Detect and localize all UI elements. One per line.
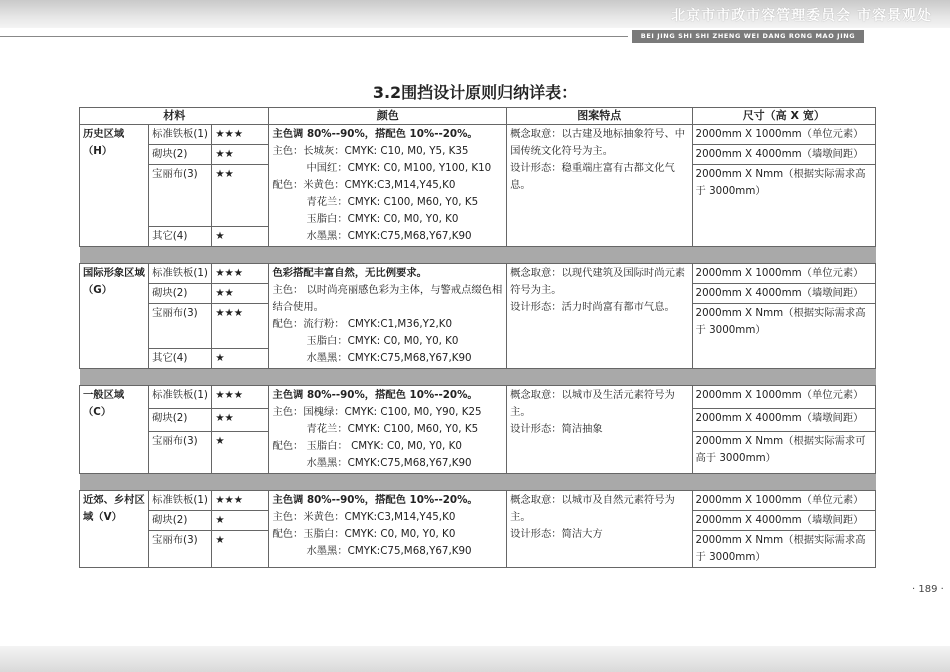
- footer-bar: [0, 646, 950, 672]
- material-name: 砌块(2): [149, 408, 212, 431]
- material-rating: ★: [212, 531, 269, 568]
- separator-band: [80, 369, 876, 386]
- table-row: [80, 386, 876, 409]
- pattern-line: 设计形态：稳重端庄富有古都文化气息。: [510, 162, 675, 191]
- pattern-line: 概念取意：以城市及自然元素符号为主。: [510, 494, 675, 523]
- material-name: 标准铁板(1): [149, 386, 212, 409]
- color-spec: [269, 491, 507, 568]
- size-spec: 2000mm X 4000mm（墙墩间距）: [692, 511, 875, 531]
- material-rating: ★★: [212, 165, 269, 227]
- color-line: 主色：国槐绿：CMYK: C100, M0, Y90, K25: [272, 406, 482, 418]
- color-line: 主色：米黄色：CMYK:C3,M14,Y45,K0: [272, 511, 456, 523]
- material-rating: ★: [212, 431, 269, 473]
- page-number: · 189 ·: [912, 584, 944, 595]
- pinyin-text: BEI JING SHI SHI ZHENG WEI DANG RONG MAO JING GUAN SHE JI BUI FAN: [632, 30, 864, 43]
- table-row: [80, 125, 876, 145]
- header-rule: [0, 36, 628, 37]
- table-body: [80, 125, 876, 568]
- pattern-features: [507, 386, 692, 474]
- material-rating: ★★★: [212, 491, 269, 511]
- separator-band: [80, 247, 876, 264]
- col-color: 颜色: [269, 108, 507, 125]
- material-name: 标准铁板(1): [149, 491, 212, 511]
- design-principles-table: [79, 107, 876, 568]
- size-spec: 2000mm X 1000mm（单位元素）: [692, 125, 875, 145]
- color-spec: [269, 125, 507, 247]
- material-name: 宝丽布(3): [149, 531, 212, 568]
- color-line: 玉脂白：CMYK: C0, M0, Y0, K0: [306, 213, 459, 225]
- material-rating: ★★: [212, 408, 269, 431]
- size-spec: 2000mm X Nmm（根据实际需求高于 3000mm）: [692, 304, 875, 369]
- color-line: 水墨黑：CMYK:C75,M68,Y67,K90: [306, 457, 472, 469]
- material-rating: ★: [212, 511, 269, 531]
- color-spec: [269, 386, 507, 474]
- material-name: 标准铁板(1): [149, 125, 212, 145]
- color-spec: [269, 264, 507, 369]
- color-line: 主色：长城灰：CMYK: C10, M0, Y5, K35: [272, 145, 469, 157]
- material-rating: ★★: [212, 284, 269, 304]
- color-line: 水墨黑：CMYK:C75,M68,Y67,K90: [306, 230, 472, 242]
- color-line: 玉脂白：CMYK: C0, M0, Y0, K0: [306, 335, 459, 347]
- separator-band: [80, 474, 876, 491]
- header-bar: [0, 0, 950, 28]
- region-name: 一般区域（C）: [80, 386, 149, 474]
- pattern-line: 设计形态：简洁抽象: [510, 423, 603, 435]
- color-line: 配色： 玉脂白： CMYK: C0, M0, Y0, K0: [272, 440, 462, 452]
- material-name: 宝丽布(3): [149, 165, 212, 227]
- size-spec: 2000mm X Nmm（根据实际需求高于 3000mm）: [692, 165, 875, 247]
- material-name: 砌块(2): [149, 284, 212, 304]
- material-rating: ★★: [212, 145, 269, 165]
- organization-name: 北京市市政市容管理委员会 市容景观处: [671, 8, 932, 24]
- col-material: 材料: [80, 108, 269, 125]
- pattern-line: 设计形态：活力时尚富有都市气息。: [510, 301, 675, 313]
- size-spec: 2000mm X 4000mm（墙墩间距）: [692, 408, 875, 431]
- region-separator: [80, 369, 876, 386]
- pattern-features: [507, 125, 692, 247]
- material-rating: ★: [212, 227, 269, 247]
- color-line: 色彩搭配丰富自然，无比例要求。: [272, 267, 427, 279]
- material-rating: ★★★: [212, 386, 269, 409]
- material-rating: ★★★: [212, 125, 269, 145]
- material-name: 其它(4): [149, 349, 212, 369]
- material-name: 宝丽布(3): [149, 431, 212, 473]
- pattern-line: 概念取意：以现代建筑及国际时尚元素符号为主。: [510, 267, 686, 296]
- size-spec: 2000mm X 1000mm（单位元素）: [692, 264, 875, 284]
- table-header-row: [80, 108, 876, 125]
- pinyin-strip: [0, 30, 950, 53]
- material-name: 宝丽布(3): [149, 304, 212, 349]
- pattern-line: 概念取意：以城市及生活元素符号为主。: [510, 389, 675, 418]
- color-line: 主色： 以时尚亮丽感色彩为主体，与警戒点缀色相结合使用。: [272, 284, 503, 313]
- color-line: 青花兰：CMYK: C100, M60, Y0, K5: [306, 423, 479, 435]
- color-line: 主色调 80%--90%，搭配色 10%--20%。: [272, 389, 478, 401]
- color-line: 配色：米黄色：CMYK:C3,M14,Y45,K0: [272, 179, 456, 191]
- color-line: 配色：玉脂白：CMYK: C0, M0, Y0, K0: [272, 528, 456, 540]
- pattern-features: [507, 264, 692, 369]
- material-name: 其它(4): [149, 227, 212, 247]
- table-row: [80, 264, 876, 284]
- material-name: 标准铁板(1): [149, 264, 212, 284]
- col-pattern: 图案特点: [507, 108, 692, 125]
- color-line: 配色：流行粉： CMYK:C1,M36,Y2,K0: [272, 318, 453, 330]
- pattern-line: 概念取意：以古建及地标抽象符号、中国传统文化符号为主。: [510, 128, 686, 157]
- region-name: 国际形象区域（G）: [80, 264, 149, 369]
- color-line: 水墨黑：CMYK:C75,M68,Y67,K90: [306, 545, 472, 557]
- size-spec: 2000mm X 1000mm（单位元素）: [692, 386, 875, 409]
- size-spec: 2000mm X Nmm（根据实际需求可高于 3000mm）: [692, 431, 875, 473]
- region-name: 近郊、乡村区域（V）: [80, 491, 149, 568]
- color-line: 主色调 80%--90%，搭配色 10%--20%。: [272, 494, 478, 506]
- region-separator: [80, 474, 876, 491]
- size-spec: 2000mm X 4000mm（墙墩间距）: [692, 145, 875, 165]
- material-name: 砌块(2): [149, 511, 212, 531]
- material-rating: ★★★: [212, 264, 269, 284]
- size-spec: 2000mm X 1000mm（单位元素）: [692, 491, 875, 511]
- material-rating: ★: [212, 349, 269, 369]
- page-title: 3.2围挡设计原则归纳详表：: [372, 83, 578, 102]
- table-row: [80, 491, 876, 511]
- size-spec: 2000mm X 4000mm（墙墩间距）: [692, 284, 875, 304]
- material-rating: ★★★: [212, 304, 269, 349]
- color-line: 主色调 80%--90%，搭配色 10%--20%。: [272, 128, 478, 140]
- pattern-line: 设计形态：简洁大方: [510, 528, 603, 540]
- col-size: 尺寸（高 X 宽）: [692, 108, 875, 125]
- color-line: 中国红：CMYK: C0, M100, Y100, K10: [306, 162, 492, 174]
- material-name: 砌块(2): [149, 145, 212, 165]
- color-line: 水墨黑：CMYK:C75,M68,Y67,K90: [306, 352, 472, 364]
- size-spec: 2000mm X Nmm（根据实际需求高于 3000mm）: [692, 531, 875, 568]
- pattern-features: [507, 491, 692, 568]
- color-line: 青花兰：CMYK: C100, M60, Y0, K5: [306, 196, 479, 208]
- region-separator: [80, 247, 876, 264]
- region-name: 历史区域（H）: [80, 125, 149, 247]
